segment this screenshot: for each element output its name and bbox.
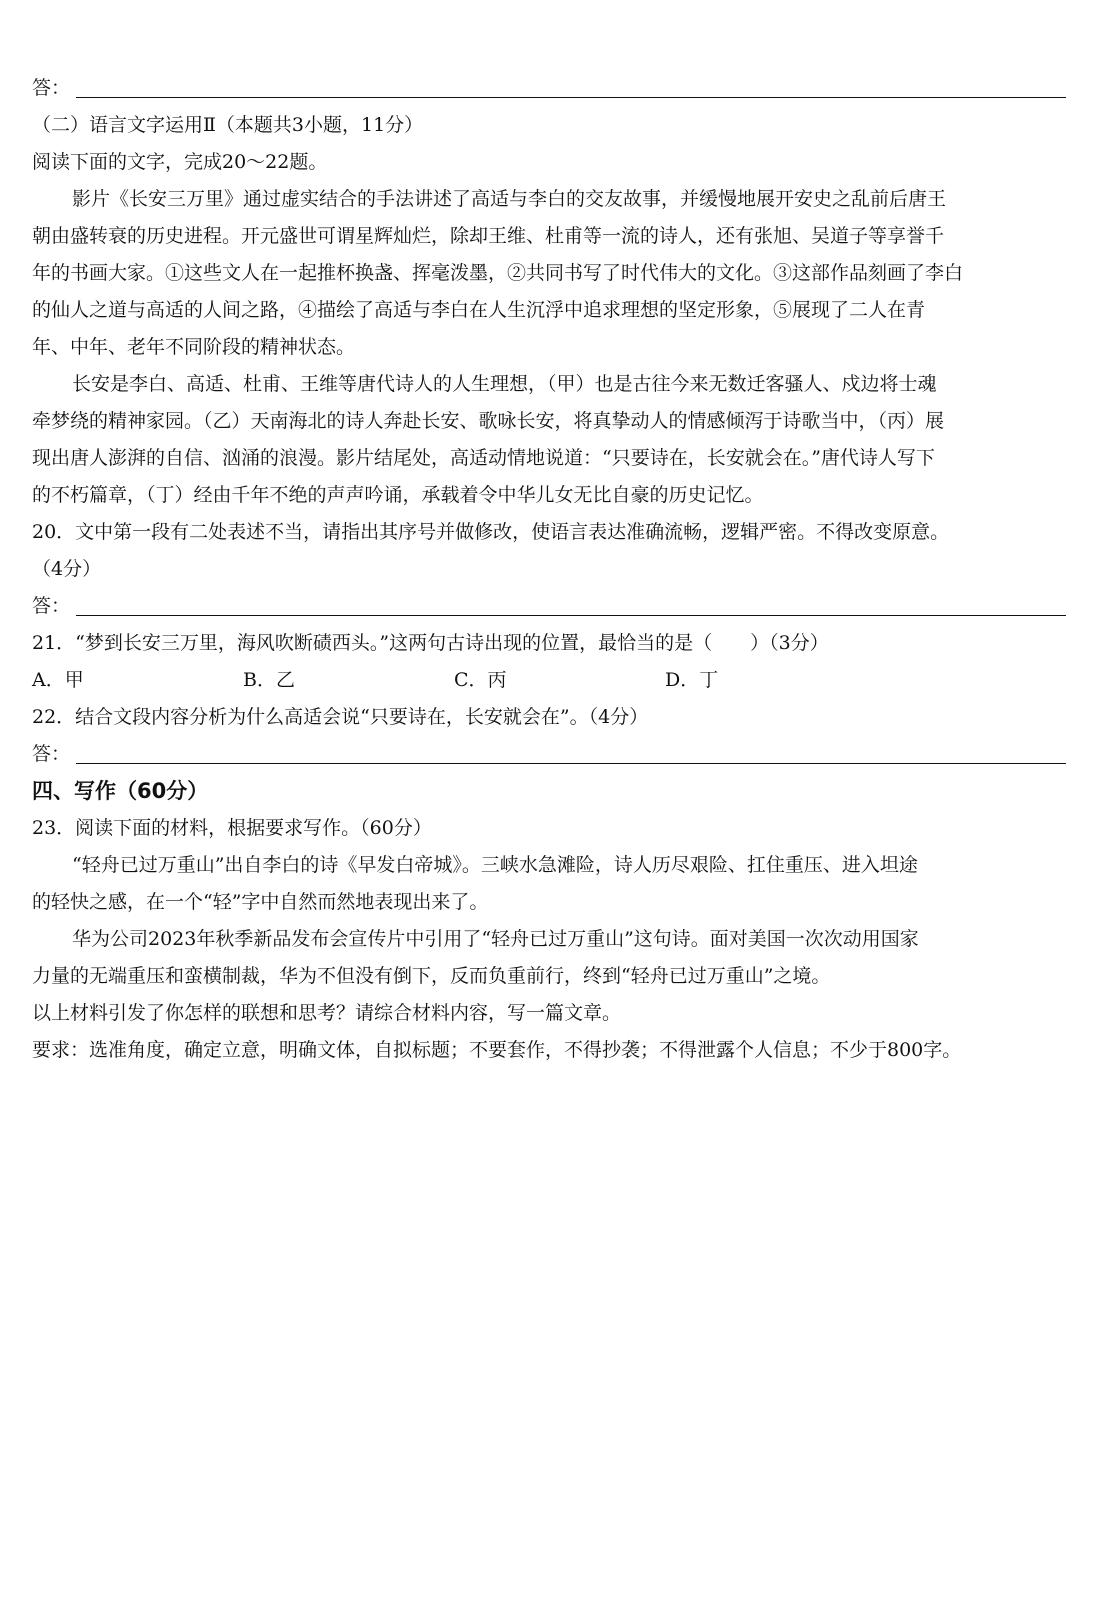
passage2-line: 长安是李白、高适、杜甫、王维等唐代诗人的人生理想，（甲）也是古往今来无数迁客骚人、戍边将士魂 xyxy=(72,373,937,395)
question-22: 22．结合文段内容分析为什么高适会说“只要诗在，长安就会在”。（4分） xyxy=(32,706,649,728)
material1-line: “轻舟已过万重山”出自李白的诗《早发白帝城》。三峡水急滩险，诗人历尽艰险、扛住重压、进入坦途 xyxy=(72,854,918,876)
material2-line: 华为公司2023年秋季新品发布会宣传片中引用了“轻舟已过万重山”这句诗。面对美国一次次动用国家 xyxy=(72,928,919,950)
material1-line: 的轻快之感，在一个“轻”字中自然而然地表现出来了。 xyxy=(32,891,489,913)
writing-prompt: 以上材料引发了你怎样的联想和思考？请综合材料内容，写一篇文章。 xyxy=(32,1002,622,1024)
answer-row-q22 xyxy=(32,736,1066,773)
reading-instruction: 阅读下面的文字，完成20～22题。 xyxy=(32,151,328,173)
section-heading-language-use: （二）语言文字运用Ⅱ（本题共3小题，11分） xyxy=(32,114,424,136)
question-20: 20．文中第一段有二处表述不当，请指出其序号并做修改，使语言表达准确流畅，逻辑严密。不得改变原意。 xyxy=(32,521,950,543)
section-heading-writing: 四、写作（60分） xyxy=(32,779,209,803)
answer-blank-line[interactable] xyxy=(76,763,1066,764)
option-c[interactable]: C．丙 xyxy=(454,669,507,691)
answer-label: 答： xyxy=(32,77,71,99)
exam-page xyxy=(32,70,1066,1069)
answer-row-previous xyxy=(32,70,1066,107)
answer-blank-line[interactable] xyxy=(76,97,1066,98)
answer-label: 答： xyxy=(32,743,71,765)
passage1-line: 年的书画大家。①这些文人在一起推杯换盏、挥毫泼墨，②共同书写了时代伟大的文化。③这部作品刻画了李白 xyxy=(32,262,964,284)
material2-line: 力量的无端重压和蛮横制裁，华为不但没有倒下，反而负重前行，终到“轻舟已过万重山”之境。 xyxy=(32,965,831,987)
passage2-line: 的不朽篇章，（丁）经由千年不绝的声声吟诵，承载着令中华儿女无比自豪的历史记忆。 xyxy=(32,484,764,506)
passage1-line: 年、中年、老年不同阶段的精神状态。 xyxy=(32,336,356,358)
option-a[interactable]: A．甲 xyxy=(32,669,84,691)
question-21: 21．“梦到长安三万里，海风吹断碛西头。”这两句古诗出现的位置，最恰当的是（ ）（3分） xyxy=(32,632,829,654)
option-d[interactable]: D．丁 xyxy=(665,669,719,691)
writing-requirements: 要求：选准角度，确定立意，明确文体，自拟标题；不要套作，不得抄袭；不得泄露个人信息；不少于800字。 xyxy=(32,1039,962,1061)
passage2-line: 牵梦绕的精神家园。（乙）天南海北的诗人奔赴长安、歌咏长安，将真挚动人的情感倾泻于诗歌当中，（丙）展 xyxy=(32,410,945,432)
answer-row-q20 xyxy=(32,588,1066,625)
answer-blank-line[interactable] xyxy=(76,615,1066,616)
passage1-line: 影片《长安三万里》通过虚实结合的手法讲述了高适与李白的交友故事，并缓慢地展开安史之乱前后唐王 xyxy=(72,188,947,210)
question-20-score: （4分） xyxy=(32,558,102,580)
question-23: 23．阅读下面的材料，根据要求写作。（60分） xyxy=(32,817,432,839)
passage1-line: 朝由盛转衰的历史进程。开元盛世可谓星辉灿烂，除却王维、杜甫等一流的诗人，还有张旭、吴道子等享誉千 xyxy=(32,225,945,247)
passage1-line: 的仙人之道与高适的人间之路，④描绘了高适与李白在人生沉浮中追求理想的坚定形象，⑤展现了二人在青 xyxy=(32,299,926,321)
question-21-options xyxy=(32,662,1066,699)
passage2-line: 现出唐人澎湃的自信、汹涌的浪漫。影片结尾处，高适动情地说道：“只要诗在，长安就会在。”唐代诗人写下 xyxy=(32,447,935,469)
answer-label: 答： xyxy=(32,595,71,617)
option-b[interactable]: B．乙 xyxy=(243,669,295,691)
